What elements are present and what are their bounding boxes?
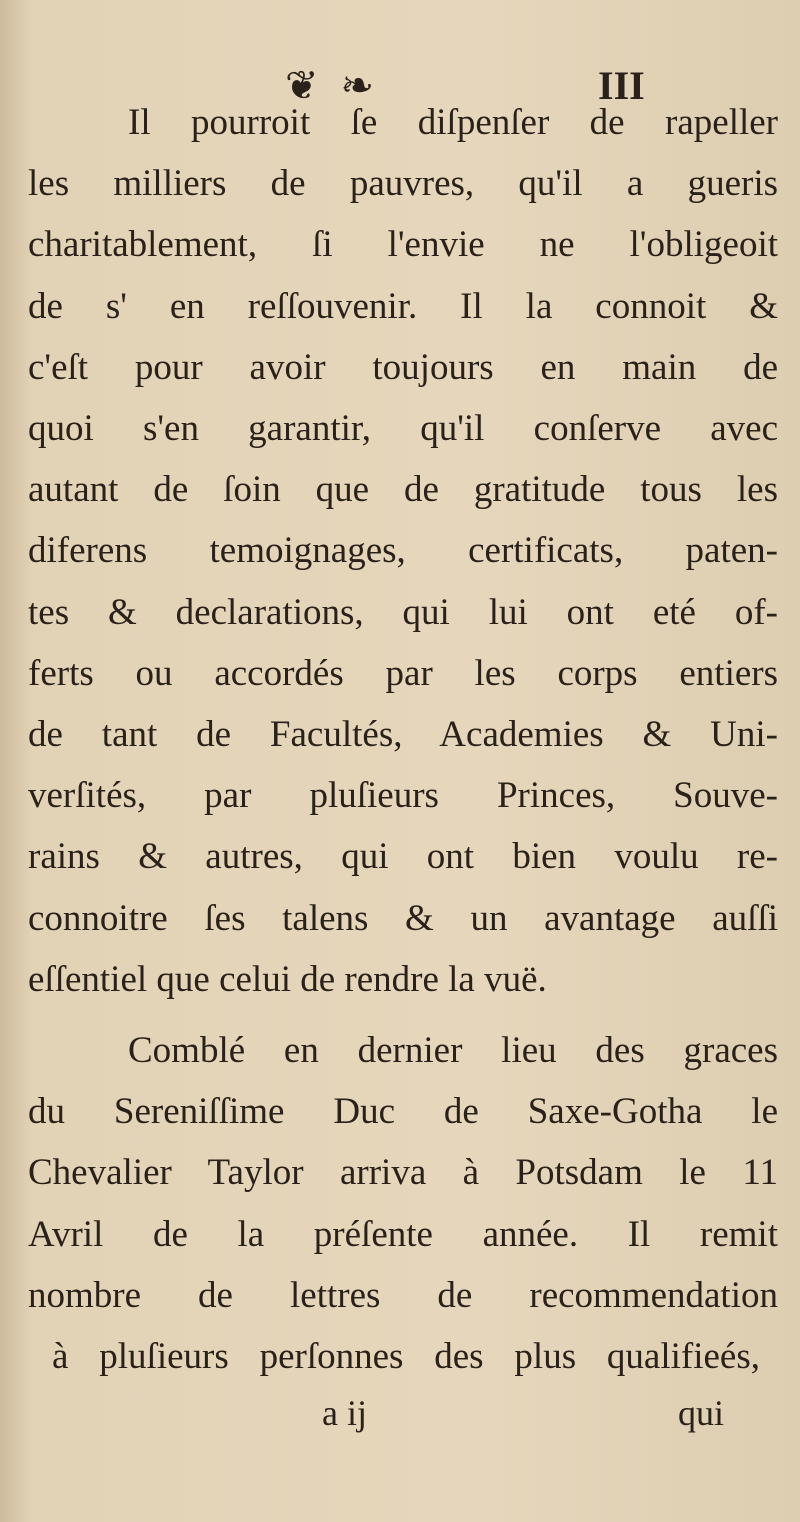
text-line: de tant de Facultés, Academies & Uni- — [28, 714, 778, 755]
catchword: qui — [678, 1393, 725, 1433]
text-line: charitablement, ſi l'envie ne l'obligeoit — [28, 224, 778, 266]
text-line: eſſentiel que celui de rendre la vuë. — [28, 958, 547, 1000]
text-line: quoi s'en garantir, qu'il conſerve avec — [28, 408, 778, 449]
text-line: les milliers de pauvres, qu'il a gueris — [28, 163, 778, 205]
ornament: ❦ ❧ — [285, 63, 381, 108]
text-line: diferens temoignages, certificats, paten- — [28, 530, 778, 572]
signature-mark: a ij — [322, 1393, 367, 1433]
text-line: rains & autres, qui ont bien voulu re- — [28, 836, 778, 878]
page-number: III — [598, 63, 645, 108]
text-line: ferts ou accordés par les corps entiers — [28, 652, 778, 694]
text-line: connoitre ſes talens & un avantage auſſi — [28, 897, 778, 939]
text-line: du Sereniſſime Duc de Saxe-Gotha le — [28, 1091, 778, 1133]
text-line: c'eſt pour avoir toujours en main de — [28, 346, 778, 388]
text-line: Chevalier Taylor arriva à Potsdam le 11 — [28, 1152, 778, 1194]
text-line: tes & declarations, qui lui ont eté of- — [28, 591, 778, 633]
text-line: autant de ſoin que de gratitude tous les — [28, 469, 778, 511]
text-line: verſités, par pluſieurs Princes, Souve- — [28, 775, 778, 817]
text-line: Il pourroit ſe diſpenſer de rapeller — [128, 102, 778, 143]
page-footer — [0, 1392, 800, 1442]
text-line: Comblé en dernier lieu des graces — [128, 1030, 778, 1071]
text-line: Avril de la préſente année. Il remit — [28, 1213, 778, 1255]
text-line: nombre de lettres de recommendation — [28, 1274, 778, 1316]
text-line: à pluſieurs perſonnes des plus qualifieés, — [52, 1336, 760, 1377]
text-line: de s' en reſſouvenir. Il la connoit & — [28, 285, 778, 327]
